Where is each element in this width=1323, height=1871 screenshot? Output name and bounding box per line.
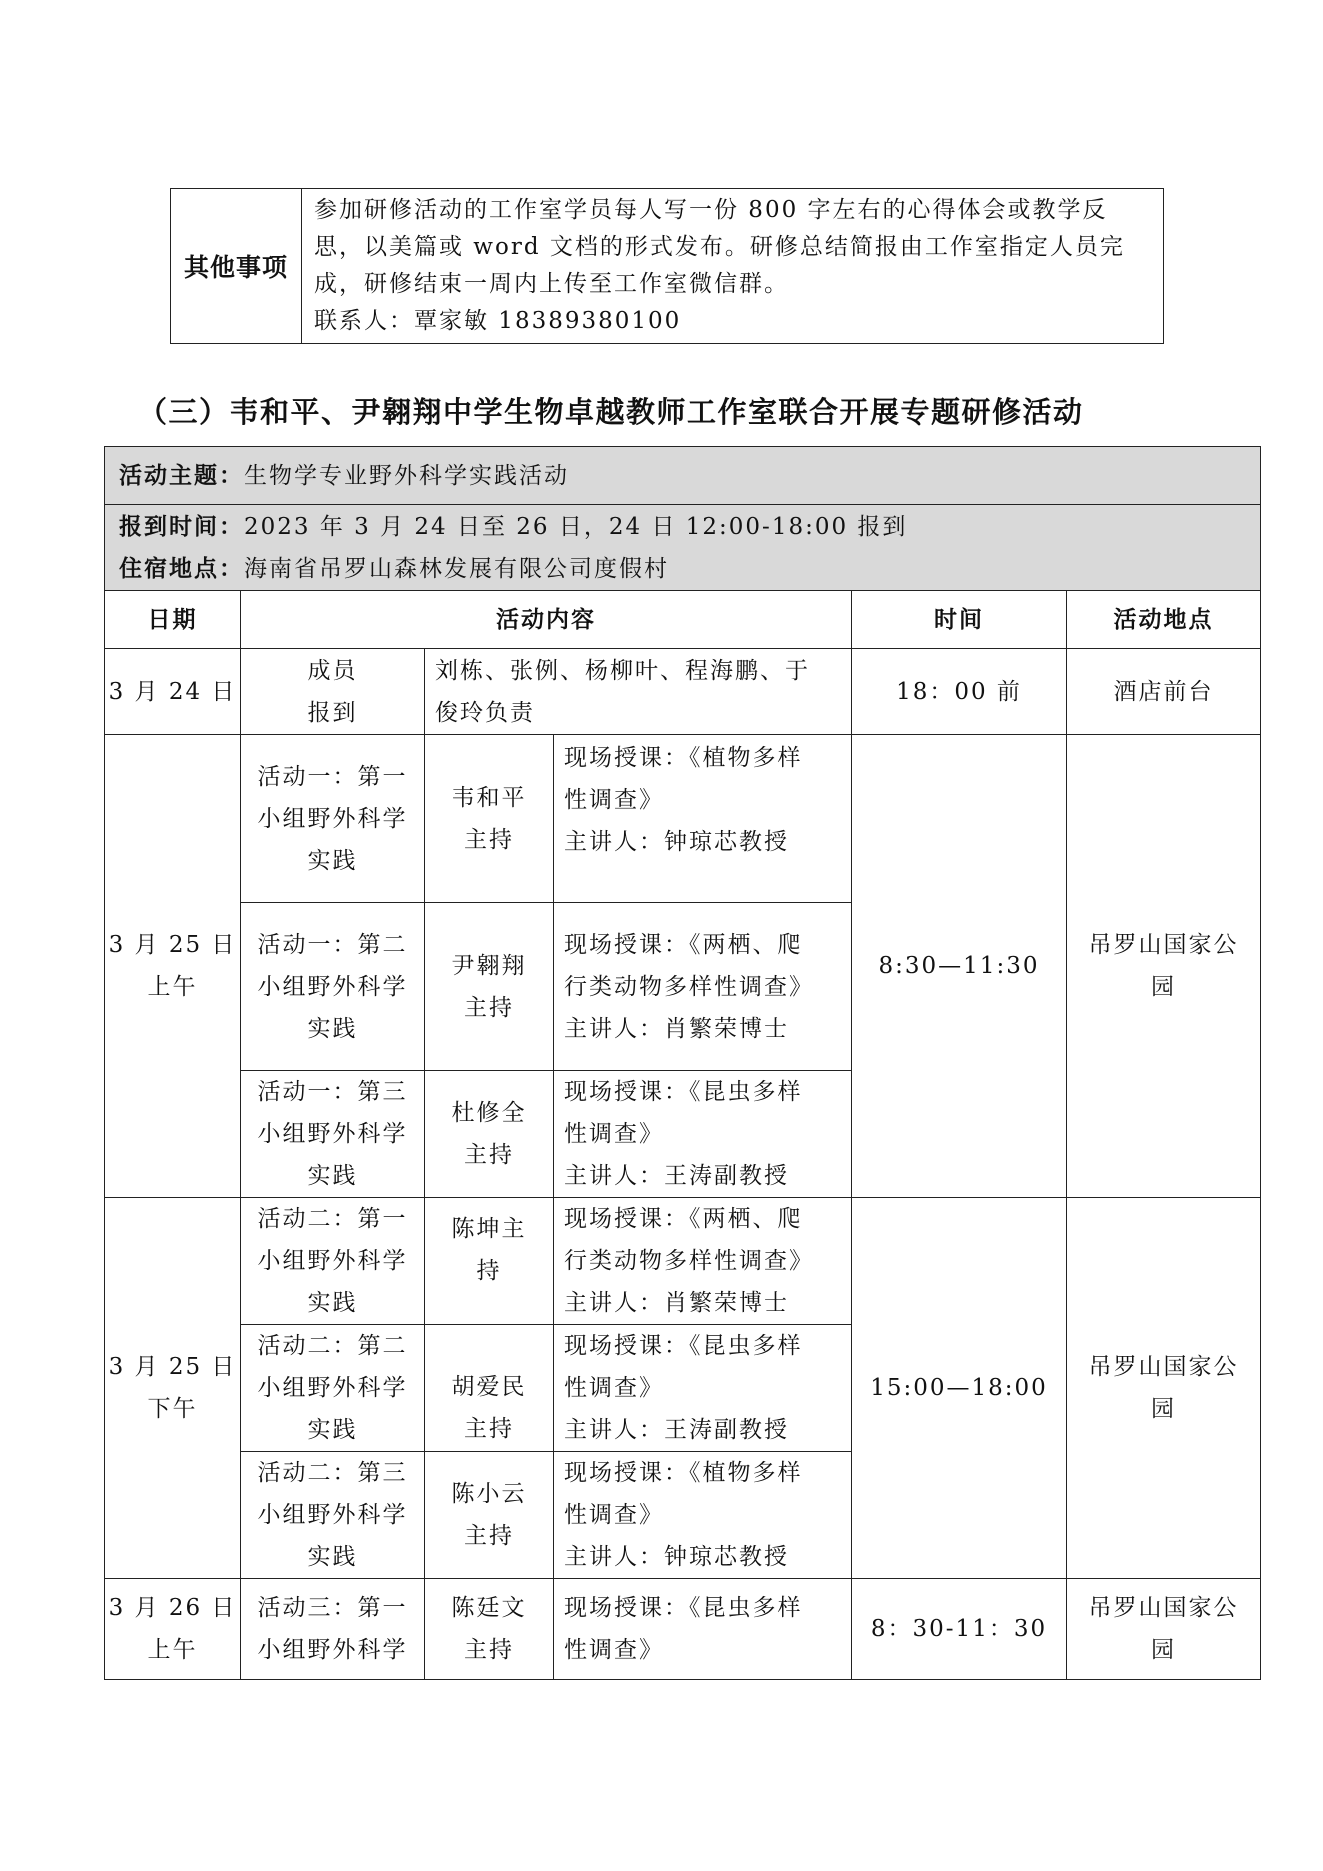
host-line: 主持 bbox=[464, 1523, 514, 1549]
activity-line: 实践 bbox=[307, 847, 358, 874]
description-line: 行类动物多样性调查》 bbox=[564, 973, 814, 1000]
description-line: 性调查》 bbox=[564, 1121, 664, 1147]
activity-cell bbox=[241, 903, 425, 1071]
activity-line: 活动三：第一 bbox=[257, 1595, 408, 1621]
description-line: 行类动物多样性调查》 bbox=[564, 1248, 814, 1274]
lodging-label: 住宿地点： bbox=[119, 555, 244, 582]
activity-line: 小组野外科学 bbox=[257, 805, 408, 832]
activity-line: 报到 bbox=[307, 699, 358, 726]
lodging-value: 海南省吊罗山森林发展有限公司度假村 bbox=[244, 555, 669, 582]
other-matters-line: 思，以美篇或 word 文档的形式发布。研修总结简报由工作室指定人员完 bbox=[314, 234, 1125, 260]
host-line: 尹翱翔 bbox=[451, 952, 527, 979]
place-cell bbox=[1067, 1579, 1261, 1680]
description-cell bbox=[425, 649, 852, 735]
report-label: 报到时间： bbox=[119, 513, 244, 540]
date-line: 3 月 25 日 bbox=[108, 932, 237, 958]
host-cell bbox=[425, 1579, 554, 1680]
table-row bbox=[105, 1579, 1261, 1680]
description-cell bbox=[554, 1579, 852, 1680]
host-cell bbox=[425, 1071, 554, 1198]
activity-cell bbox=[241, 1452, 425, 1579]
date-cell bbox=[105, 735, 241, 1198]
place-line: 园 bbox=[1151, 1396, 1177, 1422]
activity-cell bbox=[241, 1198, 425, 1325]
host-line: 主持 bbox=[464, 1416, 514, 1442]
description-cell bbox=[554, 1071, 852, 1198]
description-cell bbox=[554, 1198, 852, 1325]
description-cell bbox=[554, 903, 852, 1071]
other-matters-table bbox=[170, 188, 1164, 344]
place-cell bbox=[1067, 1198, 1261, 1579]
activity-line: 实践 bbox=[307, 1544, 358, 1570]
description-line: 现场授课：《植物多样 bbox=[564, 745, 803, 771]
description-line: 现场授课：《植物多样 bbox=[564, 1460, 803, 1486]
date-line: 上午 bbox=[147, 1637, 198, 1663]
description-line: 现场授课：《昆虫多样 bbox=[564, 1333, 803, 1359]
activity-line: 活动二：第二 bbox=[257, 1333, 408, 1359]
host-line: 持 bbox=[476, 1258, 502, 1284]
activity-line: 小组野外科学 bbox=[257, 1637, 408, 1663]
date-cell bbox=[105, 1579, 241, 1680]
description-cell bbox=[554, 1452, 852, 1579]
description-cell bbox=[554, 1325, 852, 1452]
header-row bbox=[105, 591, 1261, 649]
place-line: 园 bbox=[1151, 974, 1177, 1000]
place-cell bbox=[1067, 735, 1261, 1198]
time-cell: 8:30—11:30 bbox=[852, 735, 1067, 1198]
date-line: 3 月 25 日 bbox=[108, 1354, 237, 1380]
speaker-line: 主讲人：肖繁荣博士 bbox=[564, 1290, 789, 1316]
activity-cell bbox=[241, 735, 425, 903]
date-cell: 3 月 24 日 bbox=[105, 649, 241, 735]
host-line: 陈小云 bbox=[451, 1481, 527, 1507]
time-cell: 18：00 前 bbox=[852, 649, 1067, 735]
activity-line: 小组野外科学 bbox=[257, 1121, 408, 1147]
report-lodging-row bbox=[105, 505, 1261, 591]
activity-line: 小组野外科学 bbox=[257, 1375, 408, 1401]
host-line: 主持 bbox=[464, 1142, 514, 1168]
description-line: 现场授课：《两栖、爬 bbox=[564, 1206, 803, 1232]
activity-line: 实践 bbox=[307, 1290, 358, 1316]
place-line: 园 bbox=[1151, 1637, 1177, 1663]
host-cell bbox=[425, 1198, 554, 1325]
report-value: 2023 年 3 月 24 日至 26 日，24 日 12:00-18:00 报到 bbox=[244, 513, 908, 540]
description-line: 性调查》 bbox=[564, 787, 664, 813]
host-line: 杜修全 bbox=[451, 1100, 527, 1126]
activity-line: 小组野外科学 bbox=[257, 1248, 408, 1274]
host-cell bbox=[425, 1452, 554, 1579]
activity-line: 实践 bbox=[307, 1417, 358, 1443]
other-matters-line: 成，研修结束一周内上传至工作室微信群。 bbox=[314, 271, 789, 297]
host-line: 胡爱民 bbox=[451, 1374, 527, 1400]
place-cell: 酒店前台 bbox=[1067, 649, 1261, 735]
host-line: 主持 bbox=[464, 826, 514, 853]
place-line: 吊罗山国家公 bbox=[1088, 1354, 1239, 1380]
activity-line: 活动一：第三 bbox=[257, 1079, 408, 1105]
time-cell: 15:00—18:00 bbox=[852, 1198, 1067, 1579]
header-content: 活动内容 bbox=[241, 591, 852, 649]
description-line: 刘栋、张例、杨柳叶、程海鹏、于 bbox=[435, 657, 810, 684]
host-cell bbox=[425, 903, 554, 1071]
header-place: 活动地点 bbox=[1067, 591, 1261, 649]
host-line: 主持 bbox=[464, 1637, 514, 1663]
activity-cell bbox=[241, 1071, 425, 1198]
date-line: 上午 bbox=[147, 974, 198, 1000]
table-row bbox=[105, 735, 1261, 903]
description-line: 现场授课：《昆虫多样 bbox=[564, 1595, 803, 1621]
activity-cell bbox=[241, 1579, 425, 1680]
description-line: 性调查》 bbox=[564, 1375, 664, 1401]
table-row bbox=[105, 649, 1261, 735]
description-line: 俊玲负责 bbox=[435, 699, 535, 726]
section-title: （三）韦和平、尹翱翔中学生物卓越教师工作室联合开展专题研修活动 bbox=[138, 395, 1084, 429]
activity-cell bbox=[241, 649, 425, 735]
activity-line: 实践 bbox=[307, 1015, 358, 1042]
theme-label: 活动主题： bbox=[119, 462, 244, 489]
activity-line: 活动二：第三 bbox=[257, 1460, 408, 1486]
date-cell bbox=[105, 1198, 241, 1579]
speaker-line: 主讲人：王涛副教授 bbox=[564, 1417, 789, 1443]
description-line: 现场授课：《昆虫多样 bbox=[564, 1079, 803, 1105]
date-line: 下午 bbox=[147, 1396, 198, 1422]
activity-cell bbox=[241, 1325, 425, 1452]
host-line: 陈坤主 bbox=[451, 1216, 527, 1242]
place-line: 吊罗山国家公 bbox=[1088, 932, 1239, 958]
description-line: 性调查》 bbox=[564, 1637, 664, 1663]
contact-line: 联系人：覃家敏 18389380100 bbox=[314, 308, 682, 334]
header-time: 时间 bbox=[852, 591, 1067, 649]
time-cell: 8：30-11：30 bbox=[852, 1579, 1067, 1680]
description-line: 现场授课：《两栖、爬 bbox=[564, 931, 803, 958]
other-matters-line: 参加研修活动的工作室学员每人写一份 800 字左右的心得体会或教学反 bbox=[314, 197, 1108, 223]
speaker-line: 主讲人：钟琼芯教授 bbox=[564, 829, 789, 855]
activity-line: 活动一：第一 bbox=[257, 763, 408, 790]
activity-line: 小组野外科学 bbox=[257, 973, 408, 1000]
host-cell bbox=[425, 735, 554, 903]
host-cell bbox=[425, 1325, 554, 1452]
other-matters-label: 其他事项 bbox=[171, 189, 302, 344]
activity-line: 实践 bbox=[307, 1163, 358, 1189]
speaker-line: 主讲人：王涛副教授 bbox=[564, 1163, 789, 1189]
description-line: 性调查》 bbox=[564, 1502, 664, 1528]
description-cell bbox=[554, 735, 852, 903]
other-matters-text bbox=[302, 189, 1164, 344]
place-line: 吊罗山国家公 bbox=[1088, 1595, 1239, 1621]
theme-value: 生物学专业野外科学实践活动 bbox=[244, 462, 569, 489]
date-line: 3 月 26 日 bbox=[108, 1595, 237, 1621]
activity-line: 小组野外科学 bbox=[257, 1502, 408, 1528]
speaker-line: 主讲人：钟琼芯教授 bbox=[564, 1544, 789, 1570]
activity-line: 成员 bbox=[307, 657, 358, 684]
host-line: 主持 bbox=[464, 994, 514, 1021]
host-line: 韦和平 bbox=[451, 784, 527, 811]
schedule-table bbox=[104, 446, 1261, 1680]
theme-row bbox=[105, 447, 1261, 505]
speaker-line: 主讲人：肖繁荣博士 bbox=[564, 1015, 789, 1042]
activity-line: 活动二：第一 bbox=[257, 1206, 408, 1232]
host-line: 陈廷文 bbox=[451, 1595, 527, 1621]
activity-line: 活动一：第二 bbox=[257, 931, 408, 958]
header-date: 日期 bbox=[105, 591, 241, 649]
table-row bbox=[105, 1198, 1261, 1325]
